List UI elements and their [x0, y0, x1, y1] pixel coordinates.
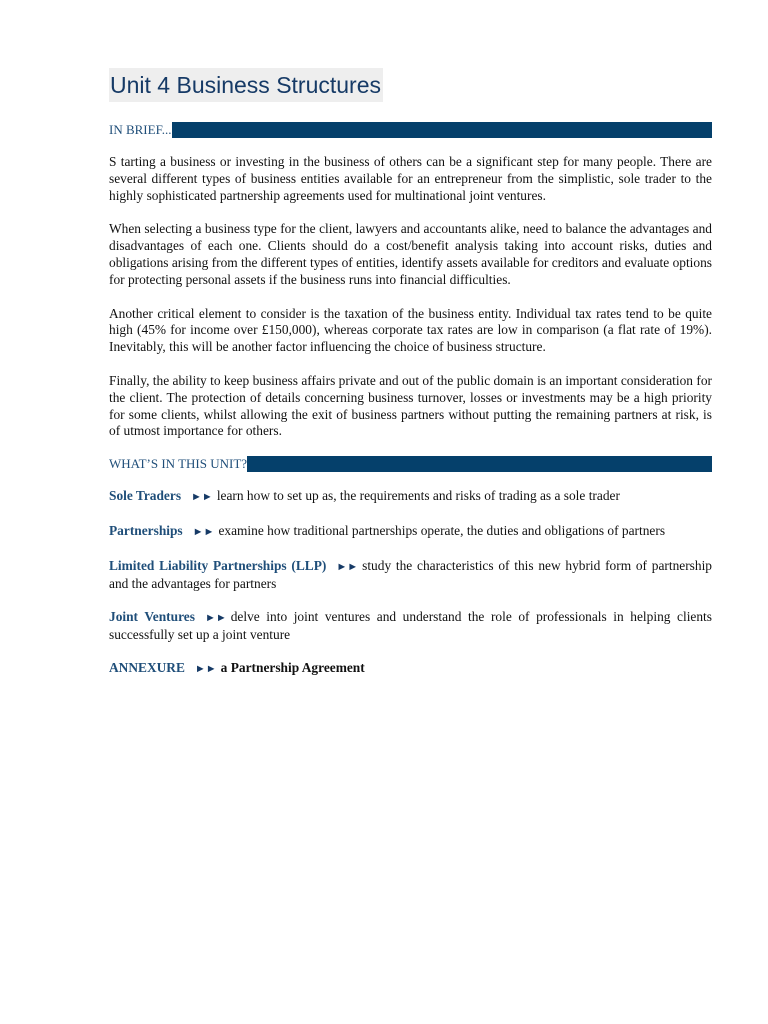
unit-item-joint-ventures	[109, 609, 712, 644]
unit-item-title: Sole Traders	[109, 488, 182, 504]
unit-item-description: learn how to set up as, the requirements and risks of trading as a sole trader	[216, 488, 620, 504]
unit-item-title: Partnerships	[109, 522, 183, 538]
double-arrow-icon: ►►	[204, 612, 227, 625]
body-paragraph: Another critical element to consider is the taxation of the business entity. Individual tax rates tend to be quite high (45% for income over £150,000), whereas corporate tax rates are low in comparison (a flat rate of 19%). Inevitably, this will be another factor influencing the choice of business structure.	[109, 305, 712, 355]
body-paragraph: When selecting a business type for the client, lawyers and accountants alike, need to balance the advantages and disadvantages of each one. Clients should do a cost/benefit analysis taking into account risks, duties and obligations arising from the different types of entities, identify assets available for creditors and evaluate options for protecting personal assets if the business runs into financial difficulties.	[109, 221, 712, 287]
unit-item-sole-traders	[109, 488, 712, 506]
document-page	[109, 68, 712, 678]
section-heading-label: WHAT’S IN THIS UNIT?	[109, 456, 248, 472]
double-arrow-icon: ►►	[192, 525, 215, 538]
double-arrow-icon: ►►	[194, 662, 217, 675]
unit-item-description: examine how traditional partnerships operate, the duties and obligations of partners	[218, 522, 666, 538]
unit-item-annexure	[109, 660, 712, 678]
unit-item-description: study the characteristics of this new hybrid form of partnership and the advantages for partners	[109, 557, 712, 591]
unit-item-description: delve into joint ventures and understand the role of professionals in helping clients successfully set up a joint venture	[109, 609, 712, 643]
double-arrow-icon: ►►	[336, 560, 359, 573]
unit-item-title: ANNEXURE	[109, 659, 185, 675]
section-heading-label: IN BRIEF...	[109, 122, 172, 137]
unit-item-description: a Partnership Agreement	[220, 659, 365, 675]
body-paragraph: S tarting a business or investing in the business of others can be a significant step for many people. There are several different types of business entities available for an entrepreneur from the simplistic, sole trader to the highly sophisticated partnership agreements used for multinational joint ventures.	[109, 154, 712, 203]
unit-item-title: Limited Liability Partnerships (LLP)	[109, 557, 327, 573]
unit-item-llp	[109, 558, 712, 593]
unit-item-partnerships	[109, 523, 712, 541]
section-heading-whats-in-unit	[109, 456, 712, 472]
unit-item-title: Joint Ventures	[109, 609, 195, 625]
body-paragraph: Finally, the ability to keep business affairs private and out of the public domain is an important consideration for the client. The protection of details concerning business turnover, losses or investments may be a high priority for some clients, whilst allowing the exit of business partners without putting the remaining partners at risk, is of utmost importance for others.	[109, 372, 712, 439]
double-arrow-icon: ►►	[191, 491, 213, 504]
section-heading-bar	[172, 122, 712, 138]
section-heading-bar	[247, 456, 712, 472]
page-title: Unit 4 Business Structures	[109, 68, 383, 102]
section-heading-in-brief	[109, 122, 712, 138]
